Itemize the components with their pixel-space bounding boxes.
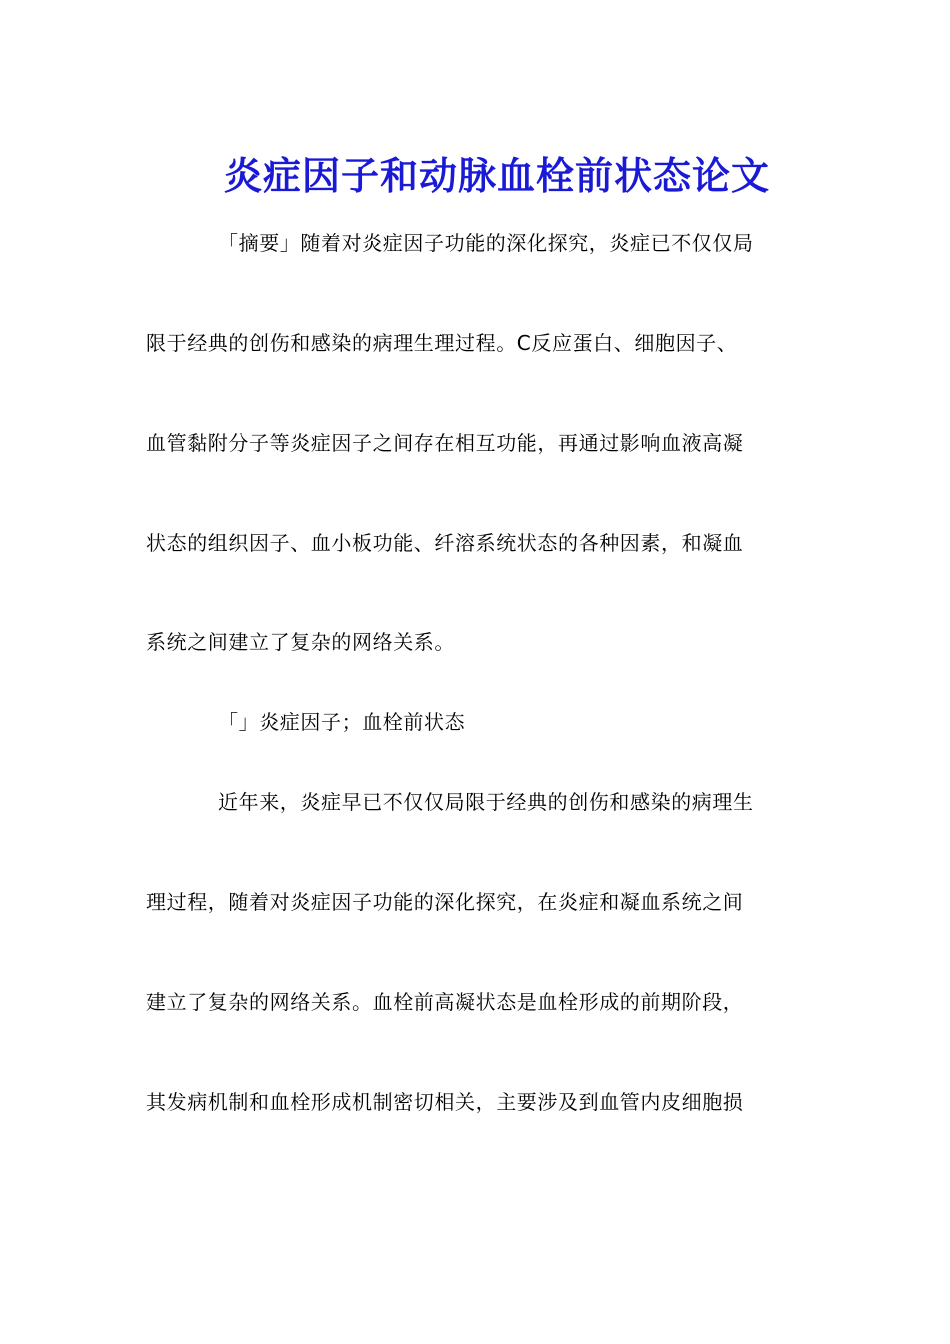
abstract-line-1: 「摘要」随着对炎症因子功能的深化探究，炎症已不仅仅局: [218, 231, 754, 255]
body-line-4: 其发病机制和血栓形成机制密切相关，主要涉及到血管内皮细胞损: [146, 1090, 744, 1114]
body-line-1: 近年来，炎症早已不仅仅局限于经典的创伤和感染的病理生: [218, 790, 754, 814]
body-line-3: 建立了复杂的网络关系。血栓前高凝状态是血栓形成的前期阶段，: [146, 990, 744, 1014]
document-title: 炎症因子和动脉血栓前状态论文: [223, 153, 770, 199]
abstract-line-3: 血管黏附分子等炎症因子之间存在相互功能，再通过影响血液高凝: [146, 431, 744, 455]
keywords-line: 「」炎症因子；血栓前状态: [218, 710, 466, 734]
body-line-2: 理过程，随着对炎症因子功能的深化探究，在炎症和凝血系统之间: [146, 890, 744, 914]
abstract-line-4: 状态的组织因子、血小板功能、纤溶系统状态的各种因素，和凝血: [146, 531, 744, 555]
abstract-line-2: 限于经典的创伤和感染的病理生理过程。C反应蛋白、细胞因子、: [146, 331, 738, 355]
abstract-line-5: 系统之间建立了复杂的网络关系。: [146, 630, 455, 654]
